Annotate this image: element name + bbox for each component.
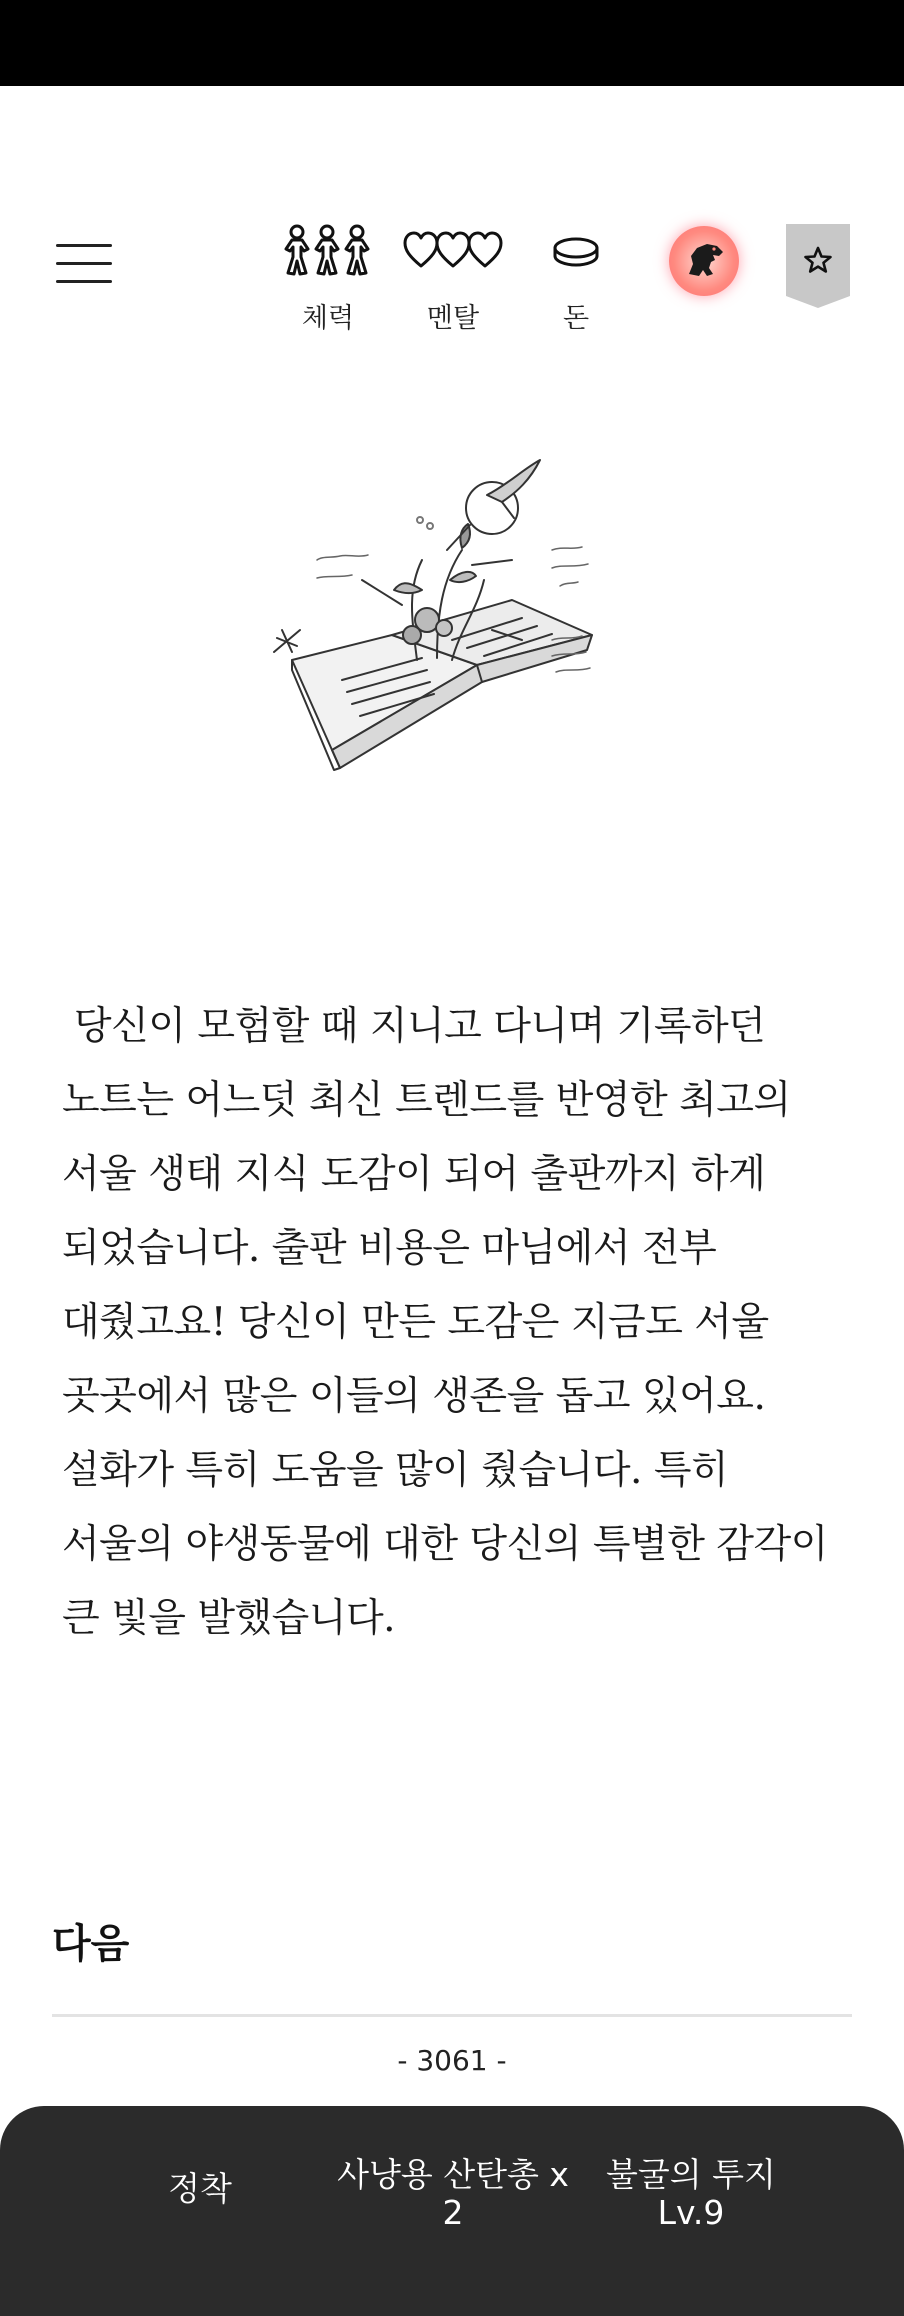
menu-line (56, 262, 112, 265)
money-stat (540, 220, 612, 335)
page-number: - 3061 - (397, 2044, 507, 2077)
money-label: 돈 (562, 303, 590, 334)
result-item-perseverance (586, 2156, 796, 2232)
profile-avatar[interactable] (669, 226, 739, 296)
dinosaur-icon (679, 236, 729, 286)
mental-stat (398, 220, 508, 335)
health-label: 체력 (301, 303, 355, 334)
menu-line (56, 280, 112, 283)
result-item-settlement (150, 2166, 250, 2212)
result-item-label: 사냥용 산탄총 x (337, 2155, 569, 2194)
result-item-label: 정착 (168, 2169, 232, 2208)
divider (52, 2014, 852, 2017)
person-icon (346, 226, 368, 274)
person-icon (316, 226, 338, 274)
heart-icon (405, 233, 437, 266)
mental-heart-icons (398, 220, 508, 280)
mental-label: 멘탈 (426, 303, 480, 334)
heart-icon (437, 233, 469, 266)
next-button[interactable]: 다음 (52, 1921, 130, 1967)
coin-icon (540, 220, 612, 280)
health-person-icons (278, 220, 378, 280)
person-icon (286, 226, 308, 274)
result-item-level: Lv.9 (657, 2193, 725, 2232)
menu-line (56, 244, 112, 247)
health-stat (278, 220, 378, 335)
heart-icon (469, 233, 501, 266)
result-item-shotgun (318, 2156, 588, 2232)
result-item-count: 2 (442, 2193, 464, 2232)
bookmark-button[interactable] (786, 224, 850, 308)
top-header (0, 200, 904, 360)
hamburger-menu-button[interactable] (56, 240, 114, 286)
field-guide-book-illustration (222, 430, 682, 830)
result-item-label: 불굴의 투지 (606, 2155, 776, 2194)
status-bar (0, 0, 904, 86)
story-text: 당신이 모험할 때 지니고 다니며 기록하던 노트는 어느덧 최신 트렌드를 반영한 최고의 서울 생태 지식 도감이 되어 출판까지 하게 되었습니다. 출판 비용은 마님에서 전부 대줬고요! 당신이 만든 도감은 지금도 서울 곳곳에서 많은 이들의 생존을 돕고 있어요. 설화가 특히 도움을 많이 줬습니다. 특히 서울의 야생동물에 대한 당신의 특별한 감각이 큰 빛을 발했습니다. (62, 1004, 828, 1641)
